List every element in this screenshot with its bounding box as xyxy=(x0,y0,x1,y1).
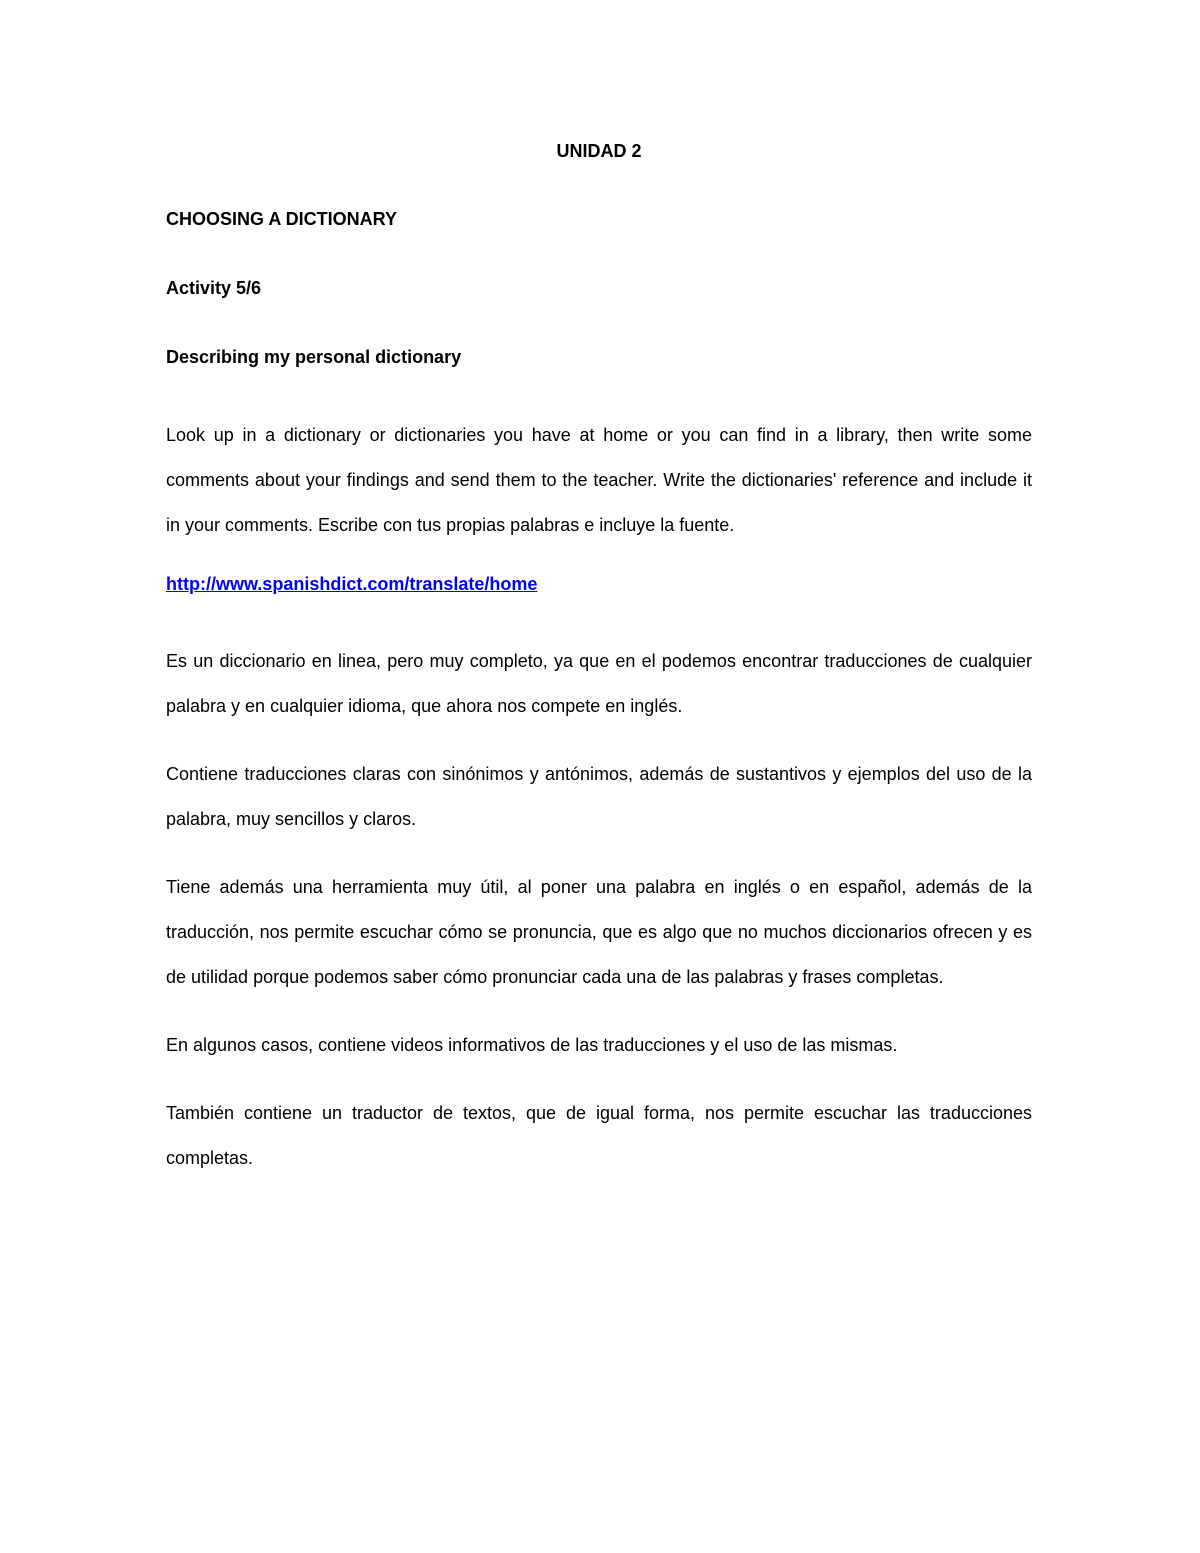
document-body xyxy=(166,138,1032,1204)
reference-link[interactable]: http://www.spanishdict.com/translate/home xyxy=(166,574,538,594)
body-paragraph-4: En algunos casos, contiene videos informativos de las traducciones y el uso de las mismas. xyxy=(166,1035,898,1055)
subheading: Describing my personal dictionary xyxy=(166,347,462,367)
activity-heading: Activity 5/6 xyxy=(166,278,262,298)
body-paragraph-5: También contiene un traductor de textos, que de igual forma, nos permite escuchar las traducciones completas. xyxy=(166,1103,1032,1168)
body-paragraph-1: Es un diccionario en linea, pero muy completo, ya que en el podemos encontrar traducciones de cualquier palabra y en cualquier idioma, que ahora nos compete en inglés. xyxy=(166,651,1032,716)
section-heading: CHOOSING A DICTIONARY xyxy=(166,209,398,229)
body-paragraph-2: Contiene traducciones claras con sinónimos y antónimos, además de sustantivos y ejemplos del uso de la palabra, muy sencillos y claros. xyxy=(166,764,1032,829)
instructions-paragraph: Look up in a dictionary or dictionaries you have at home or you can find in a library, then write some comments about your findings and send them to the teacher. Write the dictionaries' reference and include it in your comments. Escribe con tus propias palabras e incluye la fuente. xyxy=(166,425,1032,535)
reference-link-line xyxy=(166,571,1032,597)
body-paragraph-3: Tiene además una herramienta muy útil, al poner una palabra en inglés o en español, además de la traducción, nos permite escuchar cómo se pronuncia, que es algo que no muchos diccionarios ofrecen y es de utilidad porque podemos saber cómo pronunciar cada una de las palabras y frases completas. xyxy=(166,877,1032,987)
document-title: UNIDAD 2 xyxy=(556,141,642,161)
